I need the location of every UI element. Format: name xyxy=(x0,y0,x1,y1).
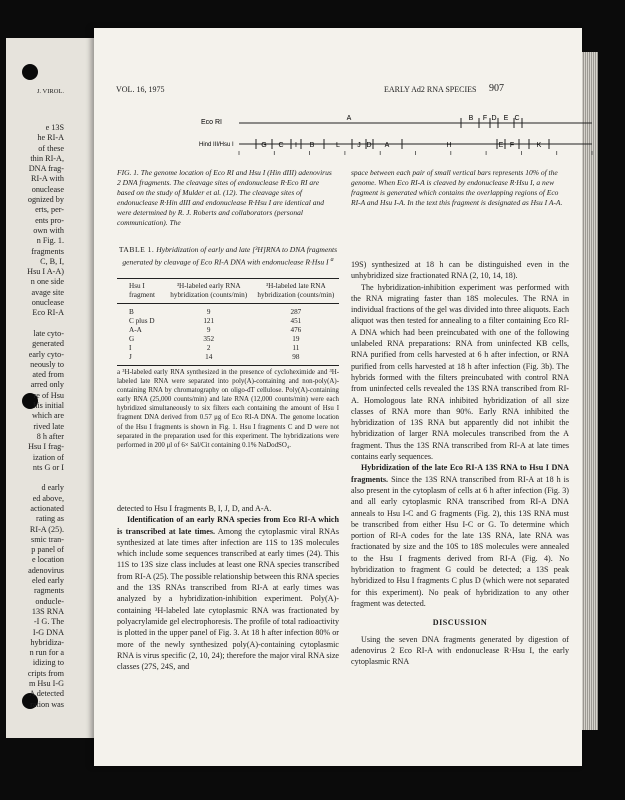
section-heading: Hybridization of the late Eco RI-A 13S RNA to Hsu I DNA fragments. xyxy=(351,463,569,484)
eco-fragment-label: B xyxy=(468,115,474,122)
table-cell: G xyxy=(129,335,135,343)
table-title xyxy=(117,245,339,268)
hind-fragment-label: F xyxy=(509,142,515,149)
paragraph: detected to Hsu I fragments B, I, J, D, and A-A. xyxy=(117,504,272,513)
facing-page-line: A detected xyxy=(29,689,64,699)
section-heading: Identification of an early RNA species from Eco RI-A which is transcribed at late times. xyxy=(117,515,339,536)
facing-page-line: eled early xyxy=(31,576,64,586)
facing-page-line: early cyto- xyxy=(28,349,64,359)
paragraph: Using the seven DNA fragments generated by digestion of adenovirus 2 Eco RI-A with endonuclease R·Hsu I, the early cytoplasmic RNA xyxy=(351,634,569,667)
hind-fragment-label: I xyxy=(295,142,297,149)
facing-page xyxy=(6,38,102,738)
table-cell: B xyxy=(129,308,134,316)
table-cell: 11 xyxy=(292,344,300,352)
paragraph-text: Among the cytoplasmic viral RNAs synthesized at late times after infection are 11S to 13S molecules which include some sequences transcribed at early times (24). This 11S to 13S size class includes at least one RNA species transcribed from RI-A (25). The possible relationship between this RNA species and the 13S RNAs transcribed from RI-A at early times was analyzed by a hybridization-inhibition experiment. Poly(A)-containing ³H-labeled late cytoplasmic RNA was fractionated by polyacrylamide gel electrophoresis. The profile of total radioactivity is plotted in the upper panel of Fig. 3. At 18 h after infection 80% or more of the newly synthesized poly(A)-containing cytoplasmic RNA is virus specific (2, 10, 24); therefore the major viral RNA size classes (27S, 24S, and xyxy=(117,526,339,672)
facing-page-line: rating as xyxy=(36,514,64,524)
eco-fragment-label: D xyxy=(491,115,497,122)
eco-fragment-label: C xyxy=(514,115,520,122)
hind-fragment-label: J xyxy=(357,142,361,149)
facing-page-line: ed above, xyxy=(32,493,64,503)
facing-page-line xyxy=(6,319,64,329)
facing-page-line: smic tran- xyxy=(31,534,64,544)
facing-page-line: n one side xyxy=(30,277,64,287)
facing-page-line: rived late xyxy=(33,421,64,431)
table-title-footnote-mark: a xyxy=(330,256,334,264)
facing-page-line: avage site xyxy=(31,287,64,297)
running-head-volume: VOL. 16, 1975 xyxy=(116,85,165,94)
figure-caption-left: FIG. 1. The genome location of Eco RI and Hsu I (Hin dIII) adenovirus 2 DNA fragments. The cleavage sites of endonuclease R·Eco RI are based on the study of Mulder et al. (12). The cleavage sites of endonuclease R·Hin dIII and endonuclease R·Hsu I are identical and were determined by R. J. Roberts and collaborators (personal communication). The xyxy=(117,168,332,227)
table-header: ³H-labeled late RNA hybridization (counts/min) xyxy=(253,279,339,304)
facing-page-line: 8 h after xyxy=(36,431,64,441)
table-label: TABLE 1. xyxy=(118,245,155,254)
table-cell: A-A xyxy=(129,326,142,334)
facing-page-line: e location xyxy=(31,555,64,565)
facing-page-line: m Hsu I-G xyxy=(28,679,64,689)
facing-page-line: cripts from xyxy=(27,668,64,678)
facing-page-line: ration was xyxy=(30,699,64,709)
paragraph xyxy=(351,462,569,609)
table-cell: 121 xyxy=(203,317,215,325)
facing-page-line: fragments xyxy=(31,246,64,256)
facing-page-line: Hsu I A-A) xyxy=(27,267,64,277)
facing-page-line: 13S RNA xyxy=(31,606,64,616)
hind-fragment-label: K xyxy=(536,142,542,149)
paragraph: 19S) synthesized at 18 h can be distinguished even in the unhybridized size fractionated RNA (2, 10, 14, 18). xyxy=(351,260,569,281)
facing-page-line: ization of xyxy=(32,452,64,462)
table-cell: J xyxy=(117,353,165,366)
body-column-right xyxy=(351,259,569,667)
facing-page-line: ragments xyxy=(33,586,64,596)
hind-fragment-label: E xyxy=(498,142,504,149)
facing-page-line: re of Hsu xyxy=(33,390,64,400)
facing-page-line: hybridiza- xyxy=(30,637,64,647)
facing-page-line: RI-A with xyxy=(31,174,64,184)
facing-page-line: thin RI-A, xyxy=(30,153,64,163)
discussion-heading: DISCUSSION xyxy=(432,618,488,628)
facing-page-line: I-G DNA xyxy=(32,627,64,637)
table-cell: 9 xyxy=(206,308,211,316)
facing-page-line: n Fig. 1. xyxy=(36,236,64,246)
page-number: 907 xyxy=(489,83,504,94)
journal-page xyxy=(94,28,582,766)
facing-page-line: C, B, I, xyxy=(40,256,64,266)
facing-page-header: J. VIROL. xyxy=(36,88,64,95)
table-cell: 352 xyxy=(203,335,215,343)
body-column-left xyxy=(117,503,339,672)
table-footnote: a ³H-labeled early RNA synthesized in the presence of cycloheximide and ³H-labeled late RNA were separated into poly(A)-containing and non-poly(A)-containing RNA by chromatography on oligo-dT cellulose. Poly(A)-containing early RNA (25,000 counts/min) and late RNA (12,000 counts/min) were each hybridized simultaneously to six filters each containing the amount of Hsu I fragment DNA derived from 0.57 μg of Eco RI-A DNA. The genome location of the Hsu I fragments is shown in Fig. 1. Hsu I fragments C and D were not separated in the preparation used for this experiment. The hybridizations were performed in 200 μl of 6× Sal/Cit containing 0.1% NaDodSO₄. xyxy=(117,369,339,449)
table-row xyxy=(117,326,339,335)
table-cell: I xyxy=(129,344,132,352)
facing-page-line xyxy=(6,473,64,483)
facing-page-line: d early xyxy=(41,483,64,493)
facing-page-line: onuclease xyxy=(31,298,64,308)
eco-ri-label: Eco RI xyxy=(201,119,223,126)
running-head-title: EARLY Ad2 RNA SPECIES xyxy=(384,85,477,94)
table-row xyxy=(117,335,339,344)
facing-page-line: e 13S xyxy=(45,123,64,132)
facing-page-line: -I G. The xyxy=(33,617,64,627)
table-row xyxy=(117,304,339,318)
table-row xyxy=(117,344,339,353)
facing-page-line: nts G or I xyxy=(32,462,64,472)
facing-page-line: arred only xyxy=(30,380,64,390)
hind-fragment-label: A xyxy=(384,142,390,149)
facing-page-text xyxy=(6,123,64,710)
binder-hole xyxy=(22,64,38,80)
figure-caption-right: space between each pair of small vertical bars represents 10% of the genome. When Eco RI-A is cleaved by endonuclease R·Hsu I, a new fragment is generated which contains the overlapping regions of Eco RI-A and Hsu I-A. In the text this fragment is designated as Hsu I A-A. xyxy=(351,168,563,207)
table-cell: 476 xyxy=(290,326,302,334)
table-cell: C plus D xyxy=(129,317,155,325)
table-title-text: Hybridization of early and late [³H]RNA to DNA fragments generated by cleavage of Eco RI-A DNA with endonuclease R·Hsu I xyxy=(122,245,338,267)
facing-page-line: onuclease xyxy=(31,184,64,194)
hybridization-table xyxy=(117,278,339,366)
hind-fragment-label: D xyxy=(366,142,372,149)
facing-page-line: adenovirus xyxy=(28,565,64,575)
facing-page-line: erts, per- xyxy=(35,205,64,215)
facing-page-line: ated from xyxy=(32,370,64,380)
table-cell: 287 xyxy=(290,308,302,316)
facing-page-line: RI-A (25). xyxy=(29,524,64,534)
facing-page-line: own with xyxy=(33,225,64,235)
hind-fragment-label: H xyxy=(446,142,452,149)
facing-page-line: actionated xyxy=(30,503,64,513)
facing-page-line: of these xyxy=(38,143,64,153)
facing-page-line: n run for a xyxy=(29,648,64,658)
facing-page-line: generated xyxy=(32,339,64,349)
facing-page-line: onducle- xyxy=(35,596,64,606)
eco-fragment-label: A xyxy=(346,115,352,122)
eco-fragment-label: E xyxy=(503,115,509,122)
table-cell: 2 xyxy=(206,344,211,352)
table-cell: 451 xyxy=(290,317,302,325)
table-cell: 19 xyxy=(292,335,300,343)
hind-fragment-label: L xyxy=(336,142,340,149)
facing-page-line: idizing to xyxy=(32,658,64,668)
facing-page-line: DNA frag- xyxy=(28,164,64,174)
facing-page-line: p panel of xyxy=(31,545,64,555)
facing-page-line: which are xyxy=(31,411,64,421)
paragraph: The hybridization-inhibition experiment was performed with the RNA migrating faster than 18S molecules. The RNA in individual fractions of the gel was divided into three aliquots. Each aliquot was then tested for annealing to a filter containing Eco RI-A DNA which had been preincubated with one of the following unlabeled RNA preparations: RNA from uninfected KB cells, RNA purified from cells harvested at 6 h after infection, or RNA purified from cells harvested at 18 h after infection (Fig. 3b). The hybrids formed with the filters preincubated with control RNA from uninfected cells revealed the 13S RNA transcribed from RI-A. Homologous late RNA inhibited hybridization of all size classes of RNA more than 90%. Early RNA inhibited the hybridization of 13S RNA but apparently did not inhibit the hybridization of larger RNA molecules transcribed from the A fragment. Thus the 13S RNA transcribed from RI-A at late times contains early sequences. xyxy=(351,282,569,462)
facing-page-line: he RI-A xyxy=(37,133,64,143)
hind-fragment-label: C xyxy=(278,142,284,149)
table-header: ³H-labeled early RNA hybridization (counts/min) xyxy=(165,279,253,304)
table-cell: 98 xyxy=(253,353,339,366)
hind-fragment-label: G xyxy=(261,142,267,149)
table-header: Hsu I fragment xyxy=(117,279,165,304)
table-row xyxy=(117,317,339,326)
paragraph xyxy=(117,514,339,672)
genome-map-figure xyxy=(199,111,594,157)
table-row xyxy=(117,353,339,366)
hind-hsu-label: Hind III/Hsu I xyxy=(199,142,234,148)
facing-page-line: ents pro- xyxy=(35,215,64,225)
paragraph-text: Since the 13S RNA transcribed from RI-A at 18 h is also present in the cytoplasm of cells at 6 h after infection (Fig. 3) and all early cytoplasmic RNA transcribed from RI-A DNA anneals to Hsu I-C and G fragments (Fig. 2), this 13S RNA must be transcribed from either Hsu I-C or G. To determine which portion of RI-A codes for the late 13S RNA, late RNA was fractionated by size and the 10S to 18S molecules were annealed to the Hsu I fragments derived from RI-A (Fig. 4). No hybridization to fragment G could be detected; a 13S peak hybridized to Hsu I fragments C plus D (which were not separated for this experiment). No peak of hybridization to any other fragment was detected. xyxy=(351,474,569,608)
facing-page-line: neously to xyxy=(30,359,64,369)
hind-fragment-label: B xyxy=(309,142,315,149)
facing-page-line: late cyto- xyxy=(33,328,64,338)
eco-fragment-label: F xyxy=(482,115,488,122)
table-cell: 9 xyxy=(206,326,211,334)
facing-page-line: his initial xyxy=(33,401,64,411)
facing-page-line: ognized by xyxy=(27,195,64,205)
facing-page-line: Eco RI-A xyxy=(32,308,64,318)
facing-page-line: Hsu I frag- xyxy=(28,442,64,452)
table-cell: 14 xyxy=(165,353,253,366)
